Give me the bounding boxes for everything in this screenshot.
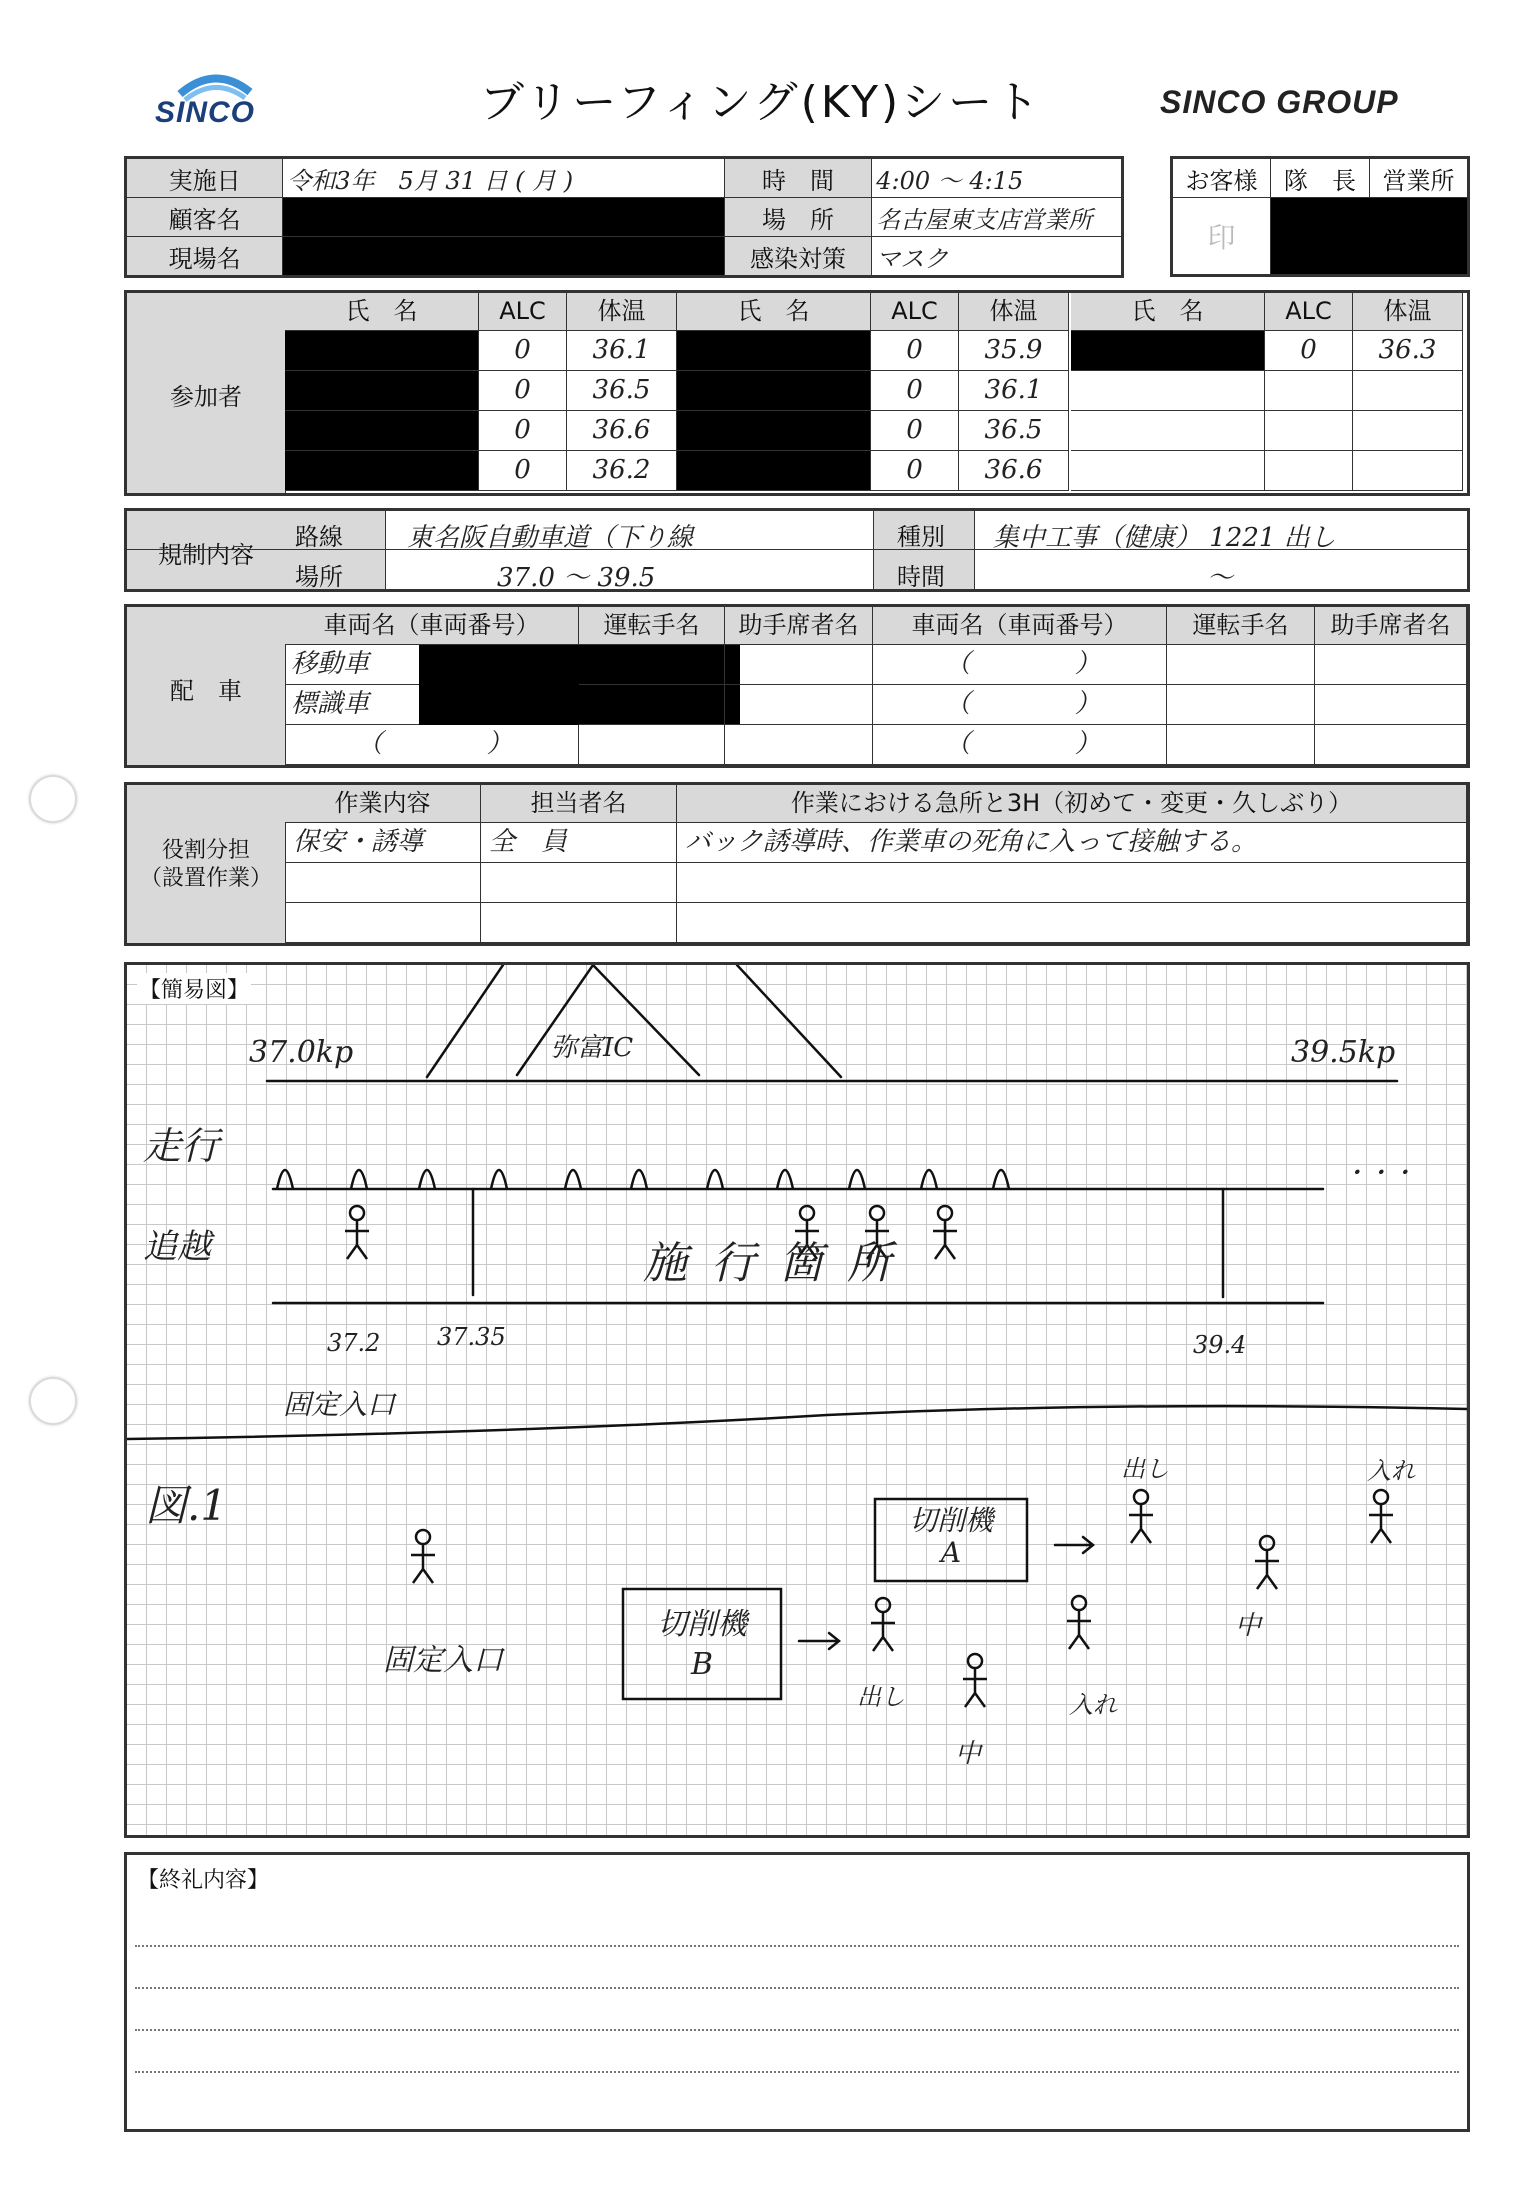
reg-row-divider (127, 549, 1467, 550)
machine-a-label: 切削機 A (908, 1504, 993, 1569)
participant-temp (1353, 451, 1463, 491)
roles-cell-task (285, 903, 481, 943)
participant-temp: 35.9 (959, 331, 1069, 371)
fig-fixed-entrance: 固定入口 (383, 1643, 503, 1678)
person-icon (1067, 1596, 1091, 1649)
participant-temp: 36.5 (959, 411, 1069, 451)
cones-group (277, 1170, 1009, 1189)
cone-icon (849, 1170, 865, 1189)
participants-header-name: 氏 名 (1071, 293, 1265, 331)
roles-cell-person (481, 903, 677, 943)
dispatch-header-driver: 運転手名 (1167, 607, 1315, 645)
infection-value: マスク (872, 237, 1123, 277)
participant-alc (1265, 451, 1353, 491)
customer-value-redacted (283, 198, 724, 237)
mid-label-2: 中 (955, 1739, 982, 1769)
reg-place-value: 37.0 ～ 39.5 (497, 563, 656, 593)
dispatch-vehicle: （ ） (873, 685, 1167, 725)
participant-alc: 0 (479, 451, 567, 491)
fig-label: 図.1 (145, 1481, 228, 1530)
participant-temp: 36.6 (959, 451, 1069, 491)
participants-header-name: 氏 名 (677, 293, 871, 331)
dispatch-driver-cell (579, 685, 725, 725)
participant-alc (1265, 411, 1353, 451)
dispatch-assistant-cell (725, 685, 873, 725)
regulation-section (124, 508, 1470, 592)
out-label-2: 出し (857, 1683, 905, 1711)
cone-icon (921, 1170, 937, 1189)
kp-mark-3: 39.4 (1193, 1331, 1247, 1359)
signoff-customer: お客様 (1172, 158, 1271, 198)
punch-hole-bottom (30, 1378, 76, 1424)
arrow-a (1055, 1537, 1093, 1553)
cone-icon (565, 1170, 581, 1189)
roles-cell-person: 全 員 (481, 823, 677, 863)
site-value-redacted (283, 237, 724, 277)
closing-line-3 (135, 2029, 1459, 2031)
mid-label-1: 中 (1235, 1611, 1262, 1641)
participant-name-empty (1071, 371, 1265, 411)
person-icon (1255, 1536, 1279, 1589)
sinco-logo-text: SINCO (154, 96, 255, 129)
participant-alc: 0 (1265, 331, 1353, 371)
lane-pass: 追越 (143, 1227, 211, 1267)
diagram-section (124, 962, 1470, 1838)
person-icon (1129, 1490, 1153, 1543)
cone-icon (419, 1170, 435, 1189)
dispatch-header-assistant: 助手席者名 (725, 607, 873, 645)
sinco-group-logo: SINCO GROUP (1160, 84, 1399, 120)
work-area-label: 施行箇所 (643, 1238, 915, 1289)
closing-line-4 (135, 2071, 1459, 2073)
participant-alc: 0 (871, 331, 959, 371)
kp-end: 39.5kp (1291, 1035, 1396, 1070)
participant-temp: 36.3 (1353, 331, 1463, 371)
date-label: 実施日 (126, 158, 283, 198)
dispatch-assistant-cell (1315, 645, 1467, 685)
participants-header-temp: 体温 (959, 293, 1069, 331)
roles-cell-task (285, 863, 481, 903)
signoff-table (1170, 156, 1470, 277)
dispatch-driver-cell (579, 725, 725, 765)
in-label-2: 入れ (1069, 1691, 1117, 1719)
participant-temp: 36.6 (567, 411, 677, 451)
arrow-b (799, 1633, 839, 1649)
person-icon (871, 1598, 895, 1651)
regulation-label: 規制内容 (158, 541, 254, 569)
person-icon (345, 1206, 369, 1259)
participants-header-temp: 体温 (567, 293, 677, 331)
participant-alc (1265, 371, 1353, 411)
dispatch-assistant-cell (725, 645, 873, 685)
cone-icon (777, 1170, 793, 1189)
dispatch-vehicle: （ ） (285, 725, 579, 765)
cone-icon (993, 1170, 1009, 1189)
participant-temp: 36.1 (567, 331, 677, 371)
ramp-line-2 (737, 965, 841, 1077)
punch-hole-top (30, 776, 76, 822)
dispatch-header-vehicle: 車両名（車両番号） (873, 607, 1167, 645)
reg-time-label: 時間 (897, 563, 945, 591)
closing-label: 【終礼内容】 (137, 1868, 270, 1893)
type-label: 種別 (897, 523, 945, 551)
reg-time-value: ～ (1207, 563, 1234, 593)
participant-alc: 0 (871, 411, 959, 451)
exit-label: 弥富IC (551, 1033, 634, 1063)
roles-header-risk: 作業における急所と3H（初めて・変更・久しぶり） (677, 785, 1467, 823)
participants-header-alc: ALC (871, 293, 959, 331)
participants-header-name: 氏 名 (285, 293, 479, 331)
participants-header-alc: ALC (479, 293, 567, 331)
machine-b-label: 切削機 B (657, 1607, 747, 1682)
dispatch-label: 配 車 (170, 677, 242, 705)
reg-place-label: 場所 (295, 563, 343, 591)
person-icon (1369, 1490, 1393, 1543)
dispatch-section (124, 604, 1470, 768)
lane-travel: 走行 (143, 1124, 220, 1168)
participant-temp (1353, 371, 1463, 411)
dots: ・・・ (1343, 1159, 1415, 1187)
dispatch-driver-cell (1167, 685, 1315, 725)
time-label: 時 間 (724, 158, 872, 198)
time-value: 4:00 ～ 4:15 (872, 158, 1123, 198)
closing-section (124, 1852, 1470, 2132)
roles-cell-risk: バック誘導時、作業車の死角に入って接触する。 (677, 823, 1467, 863)
sinco-logo (140, 64, 270, 134)
participant-alc: 0 (479, 371, 567, 411)
dispatch-vehicle: （ ） (873, 725, 1167, 765)
route-value: 東名阪自動車道（下り線 (407, 523, 694, 553)
dispatch-assistant-cell (725, 725, 873, 765)
participant-name-redacted (677, 411, 871, 451)
out-label-1: 出し (1121, 1455, 1169, 1483)
participants-section (124, 290, 1470, 496)
customer-label: 顧客名 (126, 198, 283, 237)
roles-section (124, 782, 1470, 946)
stamp-placeholder: 印 (1172, 198, 1271, 276)
dispatch-driver-cell (1167, 645, 1315, 685)
participant-name-redacted (677, 371, 871, 411)
cone-icon (491, 1170, 507, 1189)
person-icon (411, 1530, 435, 1583)
dispatch-vehicle: 標識車 (285, 685, 579, 725)
participant-alc: 0 (479, 411, 567, 451)
dispatch-header-driver: 運転手名 (579, 607, 725, 645)
closing-line-2 (135, 1987, 1459, 1989)
participant-name-redacted (285, 371, 479, 411)
participants-label: 参加者 (170, 383, 242, 411)
signoff-captain: 隊 長 (1271, 158, 1370, 198)
place-value: 名古屋東支店営業所 (872, 198, 1123, 237)
site-label: 現場名 (126, 237, 283, 277)
cone-icon (707, 1170, 723, 1189)
type-value: 集中工事（健康） 1221 出し (993, 523, 1336, 553)
cone-icon (277, 1170, 293, 1189)
participant-alc: 0 (479, 331, 567, 371)
roles-cell-risk (677, 863, 1467, 903)
participant-temp: 36.5 (567, 371, 677, 411)
in-label-1: 入れ (1367, 1457, 1415, 1485)
place-label: 場 所 (724, 198, 872, 237)
date-value: 令和3年 5月 31 日 ( 月 ) (283, 158, 724, 198)
fixed-entrance-label: 固定入口 (283, 1388, 396, 1421)
roles-cell-risk (677, 903, 1467, 943)
dispatch-vehicle: （ ） (873, 645, 1167, 685)
cone-icon (631, 1170, 647, 1189)
route-label: 路線 (295, 523, 343, 551)
participant-temp: 36.1 (959, 371, 1069, 411)
participant-name-redacted (1071, 331, 1265, 371)
infection-label: 感染対策 (724, 237, 872, 277)
ramp-line-1 (427, 965, 503, 1077)
dispatch-assistant-cell (1315, 725, 1467, 765)
participant-temp: 36.2 (567, 451, 677, 491)
signoff-sales: 営業所 (1369, 158, 1468, 198)
participant-name-redacted (285, 331, 479, 371)
participants-header-temp: 体温 (1353, 293, 1463, 331)
participant-alc: 0 (871, 371, 959, 411)
kp-start: 37.0kp (249, 1035, 354, 1070)
participant-name-redacted (285, 411, 479, 451)
participants-header-alc: ALC (1265, 293, 1353, 331)
page-title: ブリーフィング(KY)シート (480, 77, 1043, 128)
person-icon (963, 1654, 987, 1707)
dispatch-header-assistant: 助手席者名 (1315, 607, 1467, 645)
kp-mark-1: 37.2 (327, 1329, 381, 1357)
cone-icon (351, 1170, 367, 1189)
roles-cell-task: 保安・誘導 (285, 823, 481, 863)
participant-alc: 0 (871, 451, 959, 491)
participant-name-empty (1071, 451, 1265, 491)
participant-temp (1353, 411, 1463, 451)
roles-cell-person (481, 863, 677, 903)
dispatch-driver-cell (579, 645, 725, 685)
kp-mark-2: 37.35 (437, 1323, 506, 1351)
roles-header-person: 担当者名 (481, 785, 677, 823)
roles-header-task: 作業内容 (285, 785, 481, 823)
diagram-label: 【簡易図】 (137, 973, 251, 1004)
participant-name-redacted (677, 451, 871, 491)
dispatch-header-vehicle: 車両名（車両番号） (285, 607, 579, 645)
participant-name-redacted (285, 451, 479, 491)
dispatch-vehicle: 移動車 (285, 645, 579, 685)
participant-name-redacted (677, 331, 871, 371)
dispatch-driver-cell (1167, 725, 1315, 765)
dispatch-assistant-cell (1315, 685, 1467, 725)
signoff-redacted (1271, 198, 1469, 276)
person-icon (933, 1206, 957, 1259)
info-table (124, 156, 1124, 278)
roles-label: 役割分担 （設置作業） (139, 838, 272, 891)
participant-name-empty (1071, 411, 1265, 451)
closing-line-1 (135, 1945, 1459, 1947)
